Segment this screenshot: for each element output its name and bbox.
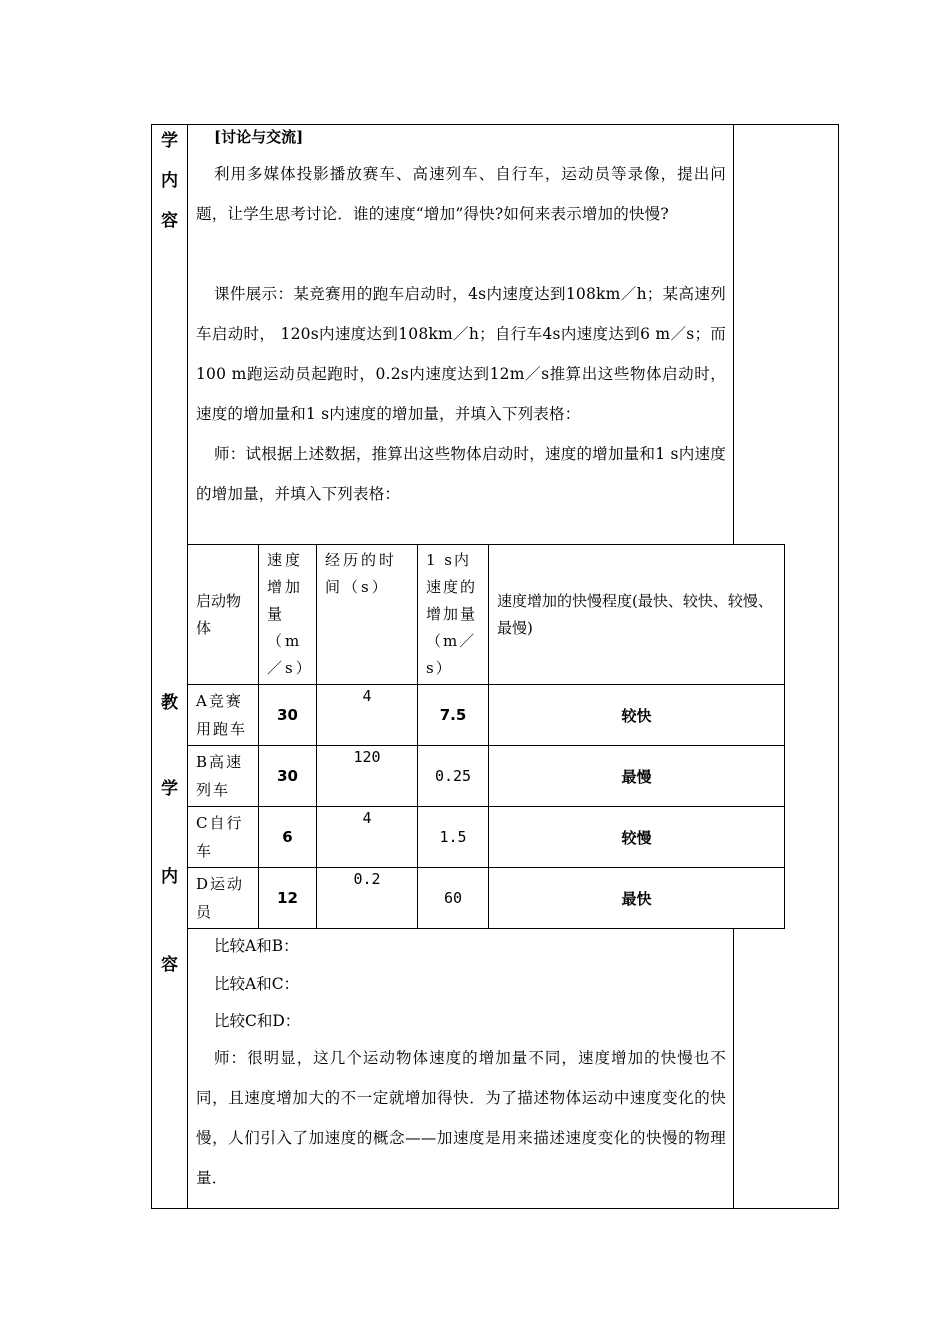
cell-per-second: 60 [418,868,489,929]
table-row [188,685,785,746]
speed-table [187,544,785,929]
right-column-divider-top [733,124,734,544]
cell-grade: 最快 [489,868,785,929]
intro-text: 利用多媒体投影播放赛车、高速列车、自行车，运动员等录像，提出问题，让学生思考讨论．谁的速度“增加”得快?如何来表示增加的快慢? [196,165,726,223]
cell-grade: 较快 [489,685,785,746]
cell-grade: 最慢 [489,746,785,807]
cell-object: C自行车 [188,807,259,868]
side-label-char: 学 [161,131,178,151]
cell-delta-v: 30 [259,746,317,807]
table-header-row [188,545,785,685]
compare-line: 比较A和C： [214,975,300,993]
side-label-char: 内 [161,867,178,887]
section-heading: [讨论与交流] [214,128,304,146]
cell-delta-v: 30 [259,685,317,746]
header-delta-v: 速度增加量（m／s） [259,545,317,685]
table-row [188,746,785,807]
cell-time: 120 [317,746,418,807]
conclusion-text: 师：很明显，这几个运动物体速度的增加量不同，速度增加的快慢也不同，且速度增加大的不一定就增加得快．为了描述物体运动中速度变化的快慢，人们引入了加速度的概念——加速度是用来描述速度变化的快慢的物理量． [196,1049,726,1187]
intro-paragraph [196,154,726,234]
cell-per-second: 0.25 [418,746,489,807]
table-row [188,868,785,929]
compare-line: 比较A和B： [214,937,299,955]
side-label-char: 教 [161,693,178,713]
side-label-char: 容 [161,955,178,975]
teacher-text: 师：试根据上述数据，推算出这些物体启动时，速度的增加量和1 s内速度的增加量，并填入下列表格： [196,445,726,503]
header-per-second: 1 s内速度的增加量（m／s） [418,545,489,685]
courseware-text: 课件展示：某竞赛用的跑车启动时，4s内速度达到108km／h；某高速列车启动时， 120s内速度达到108km／h；自行车4s内速度达到6 m／s；而100 m跑运动员起跑时，0.2s内速度达到12m／s推算出这些物体启动时，速度的增加量和1 s内速度的增加量，并填入下列表格： [196,285,726,423]
cell-per-second: 1.5 [418,807,489,868]
side-label-char: 容 [161,211,178,231]
courseware-paragraph [196,274,726,434]
header-time: 经历的时间（s） [317,545,418,685]
right-column-divider-bottom [733,896,734,1209]
cell-object: A竞赛用跑车 [188,685,259,746]
header-grade: 速度增加的快慢程度(最快、较快、较慢、最慢) [489,545,785,685]
cell-per-second: 7.5 [418,685,489,746]
side-label-char: 学 [161,779,178,799]
cell-object: B高速列车 [188,746,259,807]
cell-object: D运动员 [188,868,259,929]
cell-delta-v: 12 [259,868,317,929]
side-label-char: 内 [161,171,178,191]
compare-line: 比较C和D： [214,1012,301,1030]
table-row [188,807,785,868]
cell-time: 4 [317,807,418,868]
teacher-paragraph [196,434,726,514]
header-object: 启动物体 [188,545,259,685]
cell-time: 4 [317,685,418,746]
cell-time: 0.2 [317,868,418,929]
conclusion-paragraph [196,1038,726,1198]
cell-grade: 较慢 [489,807,785,868]
cell-delta-v: 6 [259,807,317,868]
